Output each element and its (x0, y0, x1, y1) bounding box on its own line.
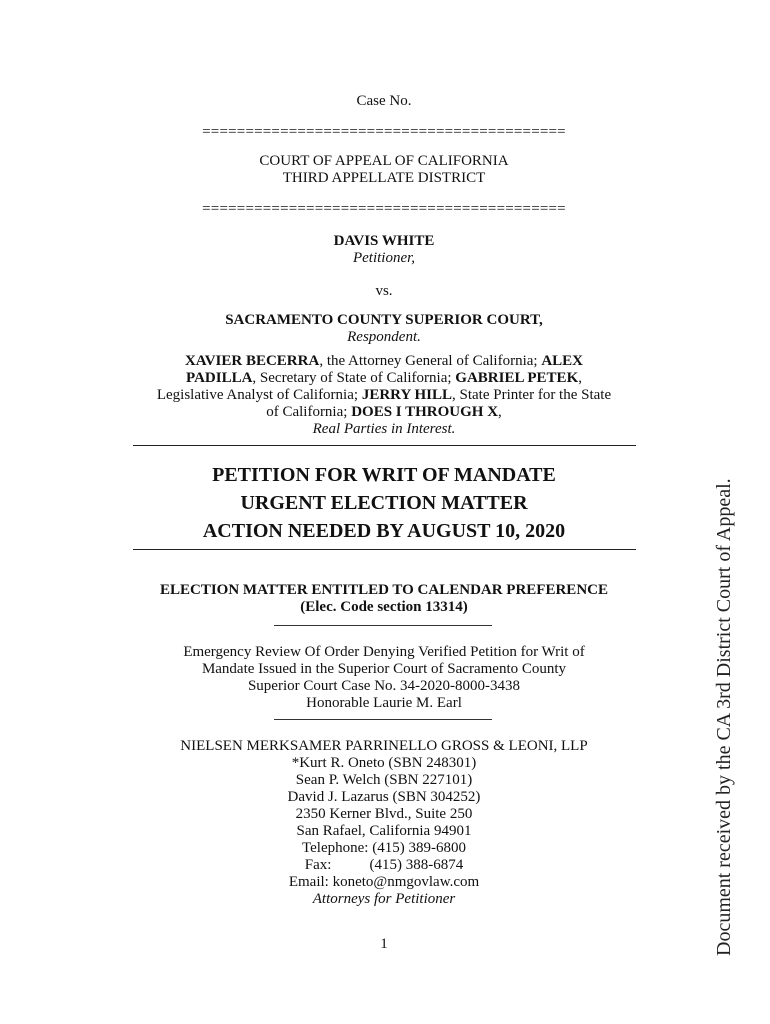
title-line-1: PETITION FOR WRIT OF MANDATE (212, 464, 556, 486)
separator-line: ========================================== (202, 124, 566, 140)
real-parties-role: Real Parties in Interest. (312, 421, 456, 437)
page-number (133, 936, 635, 953)
petition-title (133, 461, 635, 545)
law-firm-name: NIELSEN MERKSAMER PARRINELLO GROSS & LEONI, LLP (180, 738, 588, 754)
respondent-block (133, 312, 635, 346)
review-line-3: Superior Court Case No. 34-2020-8000-3438 (247, 678, 521, 694)
page-number-text: 1 (380, 936, 388, 952)
real-parties-line-3 (133, 387, 635, 404)
short-rule-2 (274, 719, 492, 720)
emergency-review (133, 644, 635, 712)
real-parties-line-2: PADILLA, Secretary of State of California; GABRIEL PETEK, (186, 370, 582, 386)
address-line-1: 2350 Kerner Blvd., Suite 250 (295, 806, 473, 822)
real-parties-line-4 (133, 404, 635, 421)
petitioner-role: Petitioner, (352, 250, 416, 266)
preference-line-2: (Elec. Code section 13314) (300, 599, 468, 615)
attorney-1: *Kurt R. Oneto (SBN 248301) (291, 755, 477, 771)
respondent-role: Respondent. (347, 329, 421, 345)
court-line-1: COURT OF APPEAL OF CALIFORNIA (259, 153, 509, 169)
party-1-name: XAVIER BECERRA (184, 353, 320, 369)
party-4-name: JERRY HILL (361, 387, 452, 403)
attorney-3: David J. Lazarus (SBN 304252) (287, 789, 481, 805)
party-1-desc: , the Attorney General of California; (319, 353, 542, 369)
petitioner-name: DAVIS WHITE (333, 233, 435, 249)
email: Email: koneto@nmgovlaw.com (288, 874, 480, 890)
party-2-name-part: ALEX (541, 353, 584, 369)
title-rule-bottom (133, 549, 636, 550)
telephone: Telephone: (415) 389-6800 (302, 840, 466, 856)
review-line-1: Emergency Review Of Order Denying Verified Petition for Writ of (183, 644, 585, 660)
party-4-desc-part: , State Printer for the State (452, 387, 612, 403)
counsel-role: Attorneys for Petitioner (312, 891, 456, 907)
party-3-name: GABRIEL PETEK (455, 370, 579, 386)
address-line-2: San Rafael, California 94901 (296, 823, 472, 839)
fax-number: (415) 388-6874 (369, 857, 464, 873)
attorney-2: Sean P. Welch (SBN 227101) (295, 772, 473, 788)
real-parties-block (133, 353, 635, 438)
title-rule-top (133, 445, 636, 446)
vs-label: vs. (375, 283, 393, 299)
separator-bottom (133, 201, 635, 218)
counsel-block (133, 738, 635, 908)
separator-line: ========================================== (202, 201, 566, 217)
review-line-2: Mandate Issued in the Superior Court of Sacramento County (201, 661, 567, 677)
receipt-stamp: Document received by the CA 3rd District Court of Appeal. (713, 478, 735, 956)
party-4-desc-rest: of California; (266, 404, 352, 420)
preference-line-1: ELECTION MATTER ENTITLED TO CALENDAR PREFERENCE (159, 582, 608, 598)
party-5-name: DOES I THROUGH X (351, 404, 499, 420)
court-name (133, 153, 635, 187)
party-2-name-rest: PADILLA (186, 370, 253, 386)
short-rule-1 (274, 625, 492, 626)
fax-line (133, 857, 635, 874)
party-5-desc: , (498, 404, 502, 420)
party-2-desc: , Secretary of State of California; (252, 370, 456, 386)
court-line-2: THIRD APPELLATE DISTRICT (282, 170, 486, 186)
petitioner-block (133, 233, 635, 267)
case-number-header (133, 93, 635, 110)
respondent-name: SACRAMENTO COUNTY SUPERIOR COURT, (225, 312, 543, 328)
separator-top (133, 124, 635, 141)
title-line-3: ACTION NEEDED BY AUGUST 10, 2020 (202, 520, 566, 542)
fax-label: Fax: (304, 857, 332, 873)
review-line-4: Honorable Laurie M. Earl (306, 695, 462, 711)
title-line-2: URGENT ELECTION MATTER (240, 492, 528, 514)
party-3-desc: Legislative Analyst of California; (156, 387, 362, 403)
real-parties-line-1 (133, 353, 635, 370)
case-no-label: Case No. (356, 93, 412, 109)
calendar-preference (133, 582, 635, 616)
versus (133, 283, 635, 300)
